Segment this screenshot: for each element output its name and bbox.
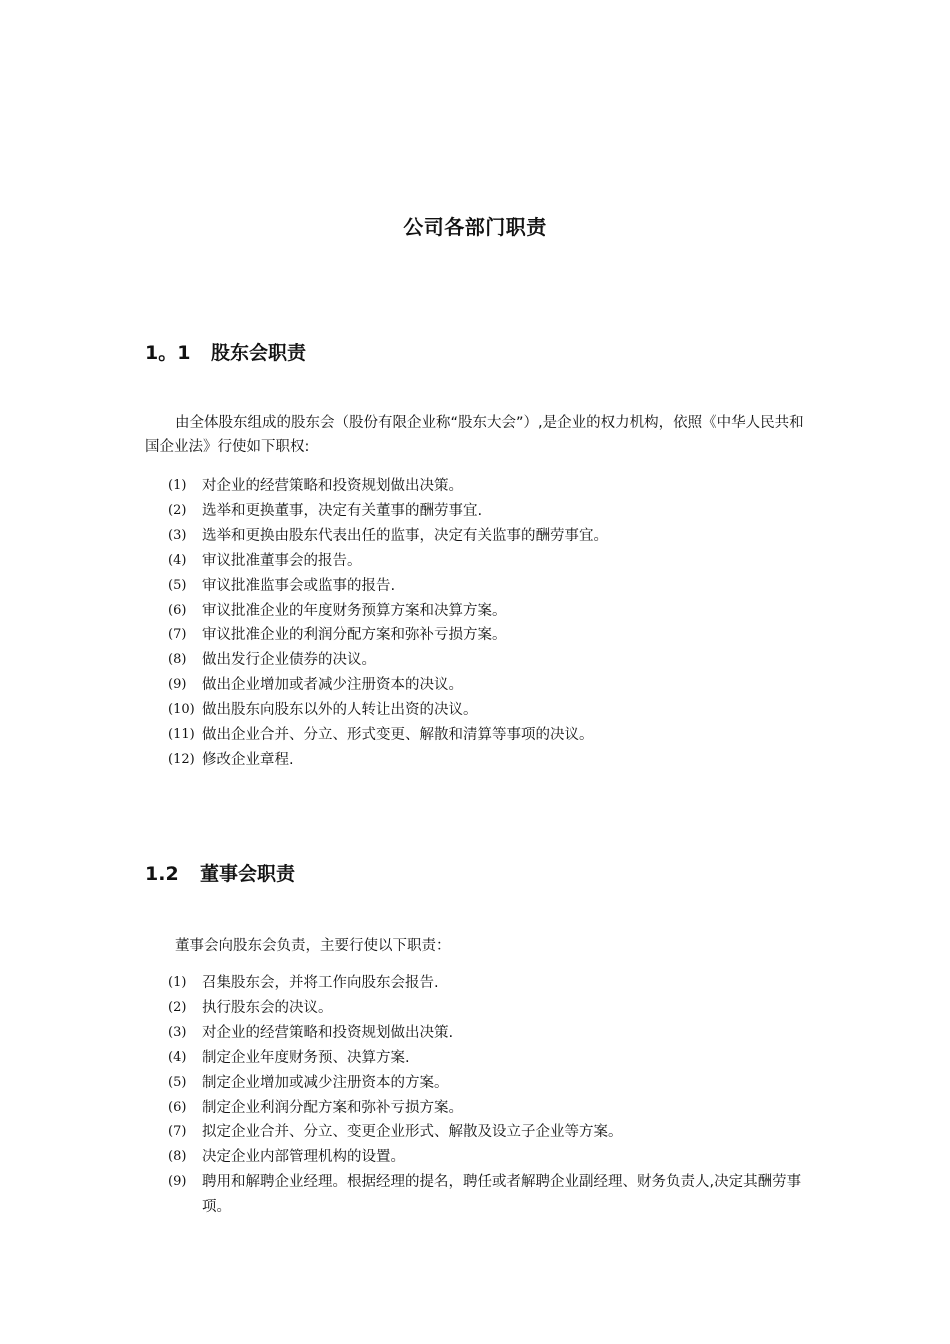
- list-item: [168, 1120, 813, 1145]
- list-item-number: (3): [168, 527, 187, 543]
- list-item-number: (1): [168, 975, 187, 990]
- list-item: [168, 1021, 813, 1046]
- section-intro-shareholders: 由全体股东组成的股东会（股份有限企业称“股东大会”）,是企业的权力机构，依照《中华人民共和国企业法》行使如下职权:: [145, 415, 804, 455]
- document-title: 公司各部门职责: [403, 215, 547, 239]
- list-item-number: (5): [168, 577, 187, 593]
- list-item: [168, 723, 813, 748]
- list-item-number: (8): [168, 652, 187, 668]
- list-item-number: (9): [168, 677, 187, 693]
- list-item-text: 选举和更换董事，决定有关董事的酬劳事宜.: [202, 502, 483, 519]
- list-item-text: 决定企业内部管理机构的设置。: [202, 1149, 405, 1166]
- list-item-text: 做出企业合并、分立、形式变更、解散和清算等事项的决议。: [202, 727, 594, 744]
- section-intro-board: 董事会向股东会负责，主要行使以下职责：: [175, 938, 451, 954]
- list-item: [168, 971, 813, 996]
- section-title: 股东会职责: [211, 342, 307, 364]
- list-item: [168, 1071, 813, 1096]
- list-item: [168, 524, 813, 549]
- list-item-number: (6): [168, 602, 187, 618]
- list-item-text: 聘用和解聘企业经理。根据经理的提名，聘任或者解聘企业副经理、财务负责人,决定其酬劳事项。: [202, 1174, 802, 1216]
- list-item-text: 对企业的经营策略和投资规划做出决策.: [202, 1024, 454, 1041]
- duty-list-board: [168, 971, 813, 1220]
- list-item: [168, 698, 813, 723]
- list-item-text: 审议批准监事会或监事的报告.: [202, 577, 396, 594]
- list-item: [168, 748, 813, 773]
- list-item: [168, 1046, 813, 1071]
- list-item-text: 拟定企业合并、分立、变更企业形式、解散及设立子企业等方案。: [202, 1124, 623, 1141]
- list-item-text: 制定企业年度财务预、决算方案.: [202, 1049, 410, 1066]
- list-item-number: (3): [168, 1024, 187, 1040]
- list-item-text: 修改企业章程.: [202, 751, 294, 768]
- list-item: [168, 673, 813, 698]
- list-item-text: 做出发行企业债券的决议。: [202, 652, 376, 669]
- section-number: 1。1: [145, 342, 191, 364]
- list-item-number: (11): [168, 727, 195, 743]
- list-item-number: (9): [168, 1174, 187, 1190]
- section-number: 1.2: [145, 863, 179, 885]
- list-item-number: (4): [168, 1049, 187, 1065]
- duty-list-shareholders: [168, 474, 813, 773]
- list-item: [168, 499, 813, 524]
- list-item: [168, 474, 813, 499]
- section-heading-board: [145, 859, 295, 886]
- list-item-text: 选举和更换由股东代表出任的监事，决定有关监事的酬劳事宜。: [202, 527, 608, 544]
- list-item-text: 做出股东向股东以外的人转让出资的决议。: [202, 702, 478, 719]
- section-title: 董事会职责: [200, 863, 296, 885]
- list-item-number: (1): [168, 478, 187, 493]
- list-item: [168, 574, 813, 599]
- list-item-text: 审议批准企业的年度财务预算方案和决算方案。: [202, 602, 507, 619]
- list-item: [168, 623, 813, 648]
- list-item: [168, 599, 813, 624]
- list-item-text: 召集股东会，并将工作向股东会报告.: [202, 975, 439, 991]
- list-item: [168, 1145, 813, 1170]
- list-item: [168, 1096, 813, 1121]
- list-item-number: (10): [168, 702, 195, 718]
- list-item-text: 对企业的经营策略和投资规划做出决策。: [202, 478, 463, 494]
- list-item-number: (7): [168, 627, 187, 643]
- list-item: [168, 996, 813, 1021]
- list-item: [168, 648, 813, 673]
- list-item: [168, 1170, 813, 1220]
- list-item-text: 做出企业增加或者减少注册资本的决议。: [202, 677, 463, 694]
- list-item-number: (2): [168, 999, 187, 1015]
- section-heading-shareholders: [145, 338, 306, 365]
- list-item-text: 审议批准董事会的报告。: [202, 552, 362, 569]
- list-item-text: 审议批准企业的利润分配方案和弥补亏损方案。: [202, 627, 507, 644]
- list-item-text: 执行股东会的决议。: [202, 999, 333, 1016]
- list-item: [168, 549, 813, 574]
- list-item-number: (7): [168, 1124, 187, 1140]
- list-item-number: (12): [168, 751, 195, 767]
- list-item-number: (8): [168, 1149, 187, 1165]
- list-item-number: (4): [168, 552, 187, 568]
- list-item-number: (5): [168, 1074, 187, 1090]
- list-item-number: (6): [168, 1099, 187, 1115]
- list-item-number: (2): [168, 502, 187, 518]
- list-item-text: 制定企业增加或减少注册资本的方案。: [202, 1074, 449, 1091]
- list-item-text: 制定企业利润分配方案和弥补亏损方案。: [202, 1099, 463, 1116]
